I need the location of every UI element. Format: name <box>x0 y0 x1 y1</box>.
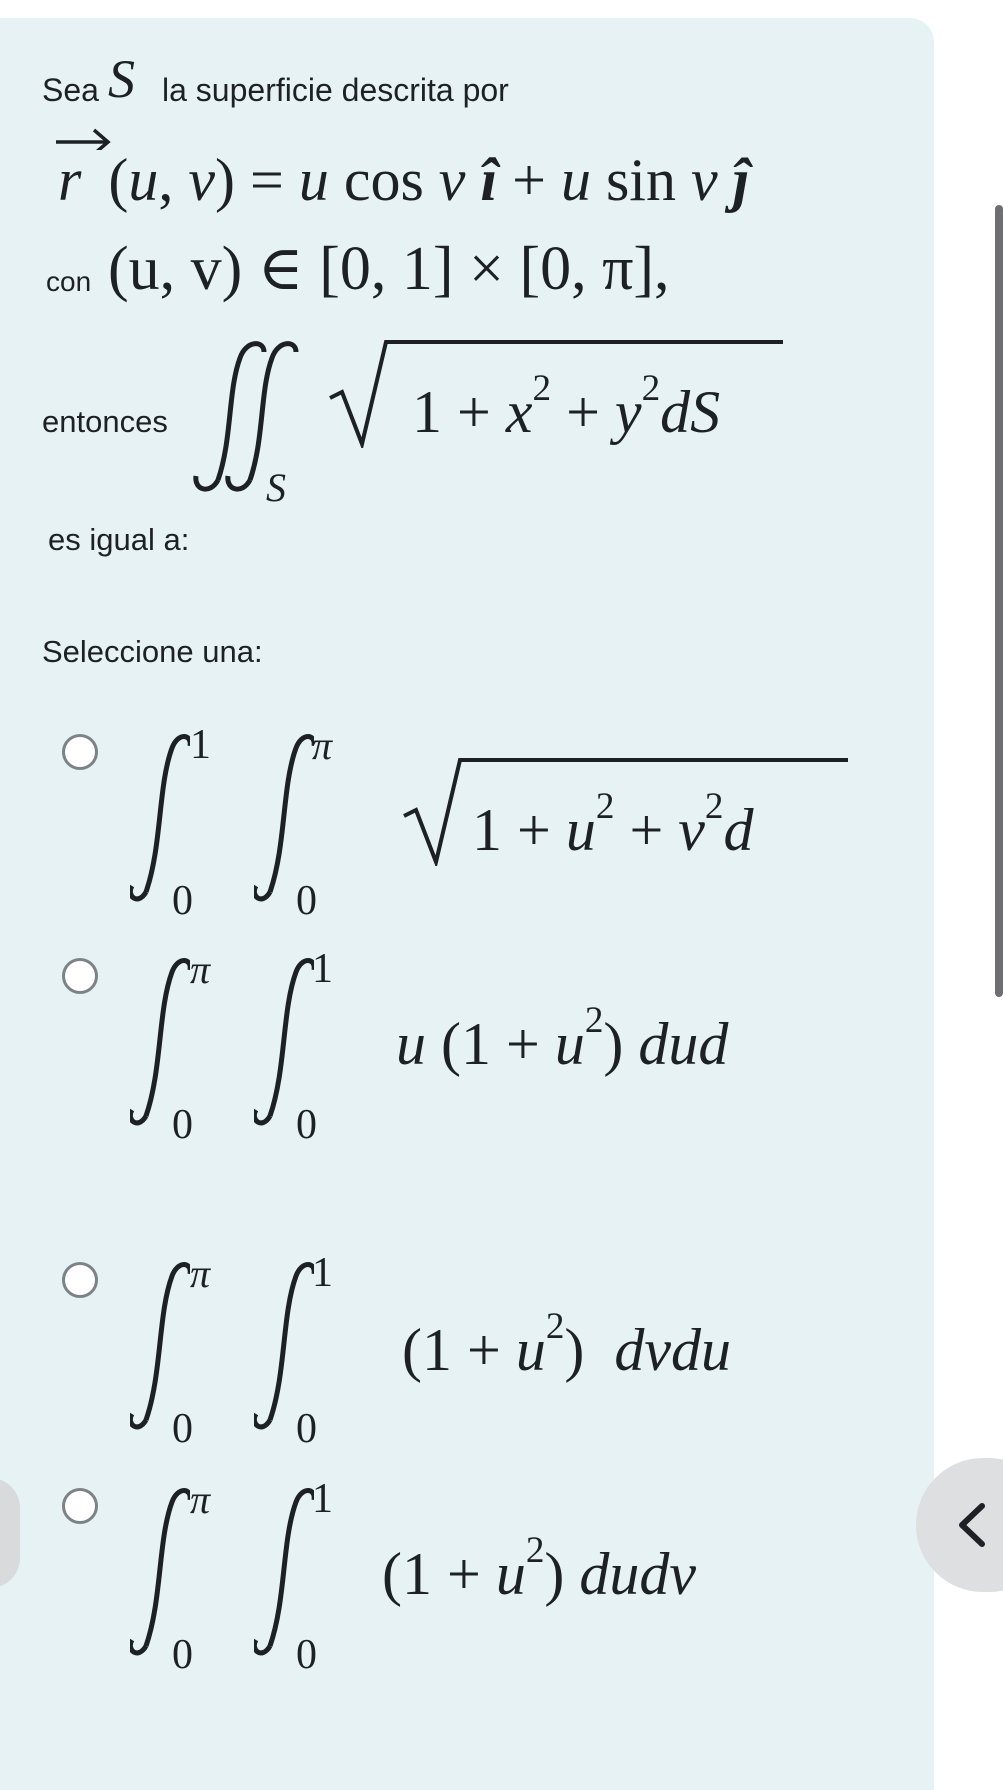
option-2-inner-upper: 1 <box>312 946 333 992</box>
integrand: $1 + x^2 + y^2dS$ <box>328 382 636 442</box>
option-1-radio[interactable] <box>62 734 98 770</box>
option-3-inner-upper: 1 <box>312 1250 333 1296</box>
option-1[interactable] <box>120 720 900 924</box>
option-3-outer-upper: π <box>190 1251 211 1296</box>
vector-arrow-icon <box>54 124 114 150</box>
option-2[interactable] <box>120 944 900 1148</box>
intro-rest: la superficie descrita por <box>162 72 509 108</box>
option-2-outer-upper: π <box>190 947 211 992</box>
integral-subscript: S <box>266 465 286 510</box>
option-4-radio[interactable] <box>62 1488 98 1524</box>
option-4-inner-lower: 0 <box>296 1632 317 1678</box>
option-3-inner-lower: 0 <box>296 1406 317 1452</box>
option-4-outer-upper: π <box>190 1477 211 1522</box>
surface-symbol: S <box>108 49 135 109</box>
option-2-radio[interactable] <box>62 958 98 994</box>
option-1-inner-upper: π <box>312 723 333 768</box>
option-1-inner-lower: 0 <box>296 878 317 924</box>
option-3-radio[interactable] <box>62 1262 98 1298</box>
chevron-left-icon <box>952 1500 992 1550</box>
intro-word: Sea <box>42 72 99 108</box>
option-4-inner-upper: 1 <box>312 1476 333 1522</box>
vertical-scrollbar[interactable] <box>995 205 1003 997</box>
question-tail: es igual a: <box>48 522 190 557</box>
option-4[interactable] <box>120 1474 880 1678</box>
option-3[interactable] <box>120 1248 900 1452</box>
select-prompt: Seleccione una: <box>42 634 263 669</box>
option-4-body: $(1 + u^2)$ dudv <box>382 1530 697 1607</box>
con-word: con <box>46 266 92 297</box>
param-equation: r (u, v) = u cos v î + u sin v ĵ <box>58 150 749 210</box>
domain-equation: (u, v) ∈ [0, 1] × [0, π], <box>108 235 670 303</box>
entonces-word: entonces <box>42 404 168 439</box>
option-2-body: u $(1 + u^2)$ dud <box>396 1000 729 1077</box>
option-2-inner-lower: 0 <box>296 1102 317 1148</box>
option-4-outer-lower: 0 <box>172 1632 193 1678</box>
option-3-body: $(1 + u^2)$ dvdu <box>402 1306 732 1383</box>
option-1-body: $1 + u^2 + v^2d$ <box>402 800 684 860</box>
option-3-outer-lower: 0 <box>172 1406 193 1452</box>
option-1-outer-lower: 0 <box>172 878 193 924</box>
option-2-outer-lower: 0 <box>172 1102 193 1148</box>
option-1-outer-upper: 1 <box>190 722 211 768</box>
